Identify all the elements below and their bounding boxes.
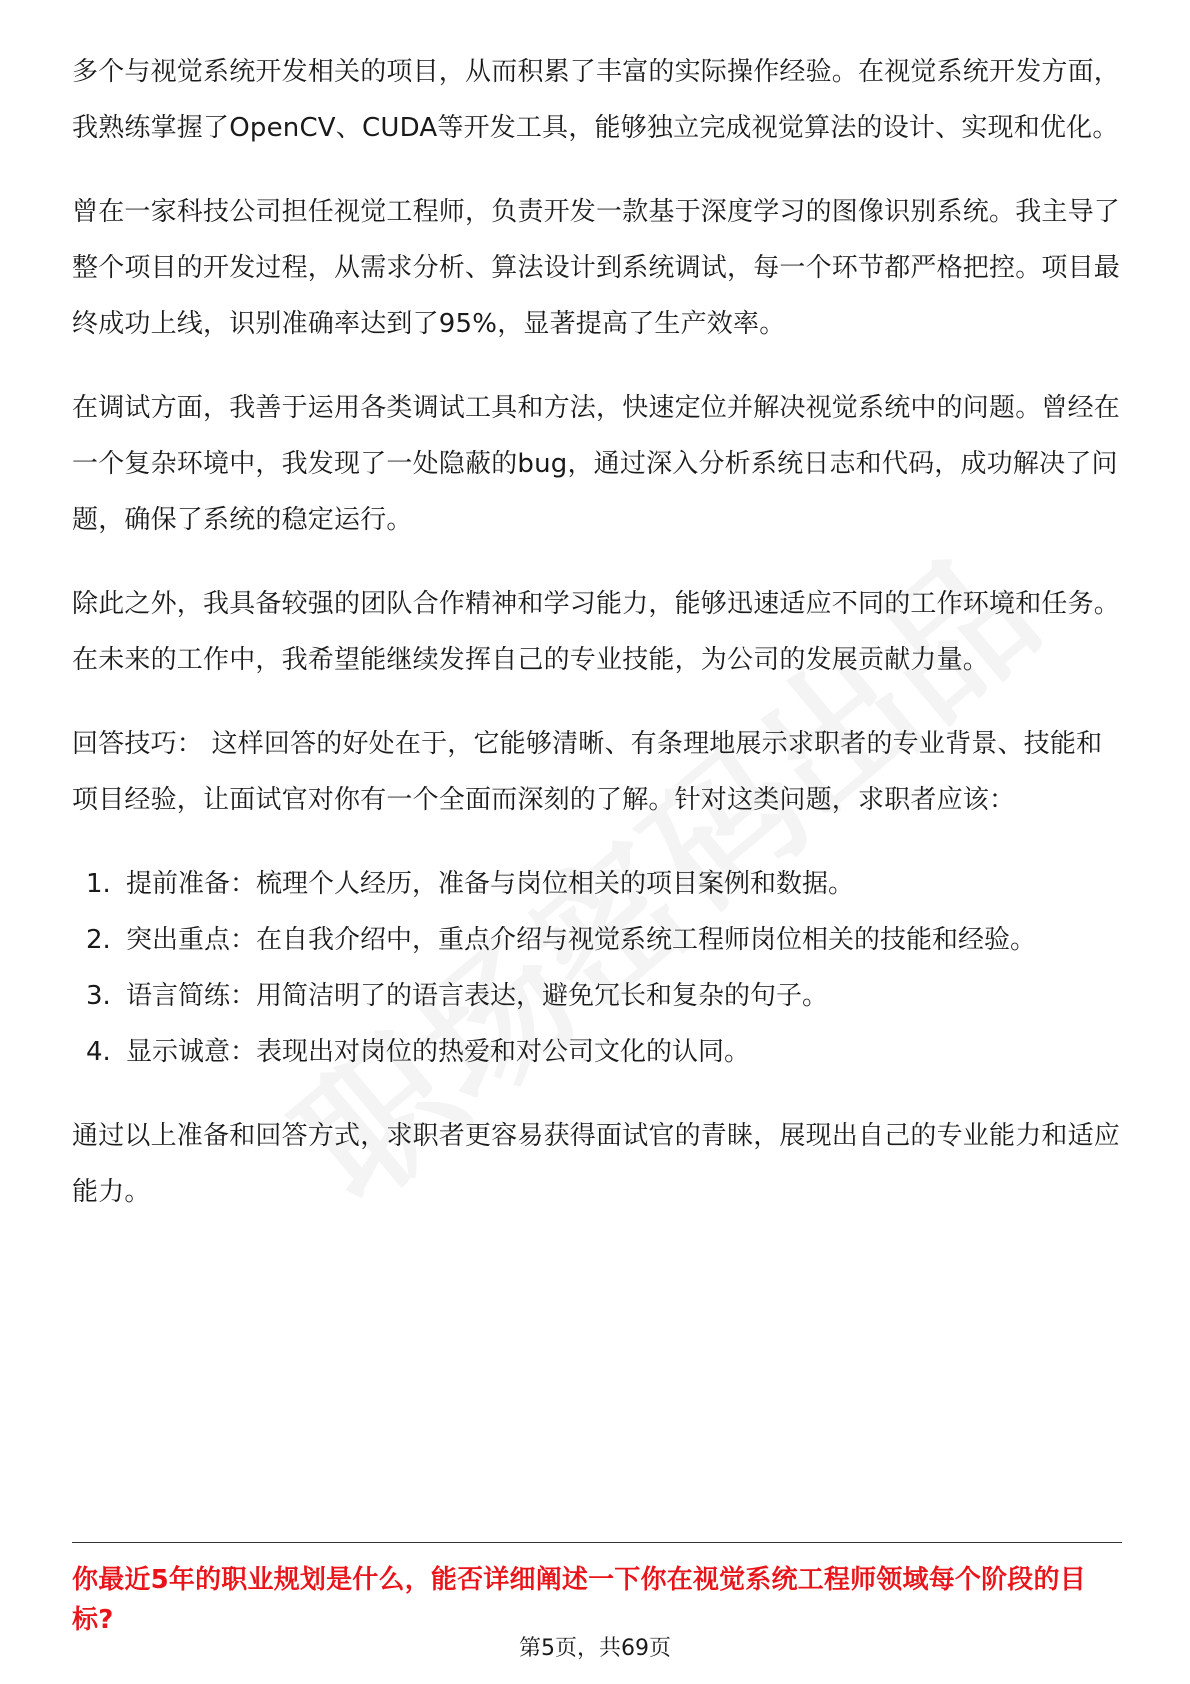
list-item (72, 856, 1122, 912)
list-number: 3. (86, 981, 111, 1011)
list-text: 显示诚意：表现出对岗位的热爱和对公司文化的认同。 (126, 1037, 751, 1067)
section-divider (72, 1542, 1122, 1543)
list-number: 4. (86, 1037, 111, 1067)
paragraph-experience: 多个与视觉系统开发相关的项目，从而积累了丰富的实际操作经验。在视觉系统开发方面，我熟练掌握了OpenCV、CUDA等开发工具，能够独立完成视觉算法的设计、实现和优化。 (72, 57, 1121, 143)
list-item (72, 968, 1122, 1024)
paragraph-project: 曾在一家科技公司担任视觉工程师，负责开发一款基于深度学习的图像识别系统。我主导了整个项目的开发过程，从需求分析、算法设计到系统调试，每一个环节都严格把控。项目最终成功上线，识别准确率达到了95%，显著提高了生产效率。 (72, 197, 1121, 339)
paragraph-answer-tips: 回答技巧： 这样回答的好处在于，它能够清晰、有条理地展示求职者的专业背景、技能和项目经验，让面试官对你有一个全面而深刻的了解。针对这类问题，求职者应该： (72, 729, 1103, 815)
tips-list (72, 856, 1122, 1080)
list-number: 1. (86, 869, 111, 899)
paragraph-closing: 通过以上准备和回答方式，求职者更容易获得面试官的青睐，展现出自己的专业能力和适应能力。 (72, 1121, 1121, 1207)
list-text: 突出重点：在自我介绍中，重点介绍与视觉系统工程师岗位相关的技能和经验。 (126, 925, 1037, 955)
next-question-heading: 你最近5年的职业规划是什么，能否详细阐述一下你在视觉系统工程师领域每个阶段的目标? (72, 1565, 1086, 1635)
paragraph-teamwork: 除此之外，我具备较强的团队合作精神和学习能力，能够迅速适应不同的工作环境和任务。在未来的工作中，我希望能继续发挥自己的专业技能，为公司的发展贡献力量。 (72, 589, 1121, 675)
list-text: 提前准备：梳理个人经历，准备与岗位相关的项目案例和数据。 (126, 869, 855, 899)
paragraph-debugging: 在调试方面，我善于运用各类调试工具和方法，快速定位并解决视觉系统中的问题。曾经在一个复杂环境中，我发现了一处隐蔽的bug，通过深入分析系统日志和代码，成功解决了问题，确保了系统的稳定运行。 (72, 393, 1121, 535)
list-item (72, 912, 1122, 968)
page-footer: 第5页，共69页 (519, 1636, 671, 1661)
list-number: 2. (86, 925, 111, 955)
page-content (72, 44, 1122, 1248)
list-item (72, 1024, 1122, 1080)
list-text: 语言简练：用简洁明了的语言表达，避免冗长和复杂的句子。 (126, 981, 829, 1011)
